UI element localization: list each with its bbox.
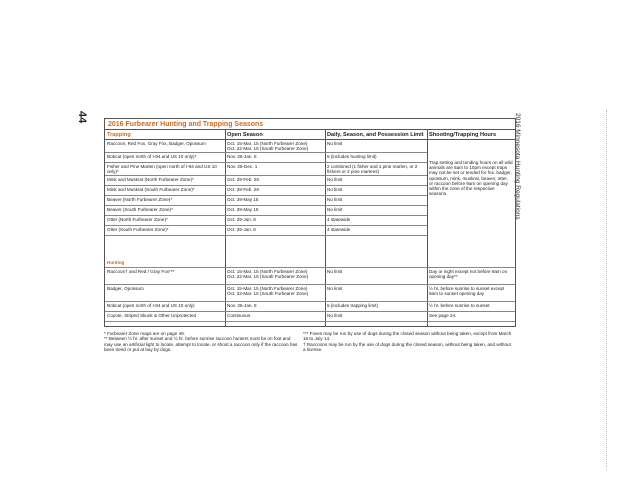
hunting-header: Hunting [105,258,515,268]
season-cell: Oct. 29-Jan. 8 [225,216,325,226]
season-cell: Oct. 15-Mar. 15 (North Furbearer Zone) Oct. 22-Mar. 15 (South Furbearer Zone) [225,268,325,285]
season-cell: Continuous [225,312,325,322]
footnote: *** Foxes may be run by use of dogs during the closed season without being taken, except from March 16 to July 14. [303,331,512,342]
species-cell: Beaver (South Furbearer Zone)* [105,206,225,216]
season-cell: Oct. 15-Mar. 15 (North Furbearer Zone) Oct. 22-Mar. 15 (South Furbearer Zone) [225,285,325,302]
species-cell: Mink and Muskrat (North Furbearer Zone)* [105,176,225,186]
furbearer-seasons-table [104,118,516,327]
limit-header: Daily, Season, and Possession Limit [325,130,427,140]
table-title: 2016 Furbearer Hunting and Trapping Seasons [105,119,515,130]
season-cell: Oct. 29-Feb. 28 [225,186,325,196]
limit-cell: 4 statewide [325,216,427,226]
footnote: † Raccoons may be run by the use of dogs during the closed season, without being taken, and without a license. [303,341,511,352]
limit-cell: 4 statewide [325,226,427,236]
limit-cell: No limit [325,140,427,153]
hours-cell: Day or night except not before 9am on opening day** [427,268,515,285]
hours-cell: ½ hr. before sunrise to sunset except 9am to sunset opening day [427,285,515,302]
season-cell: Oct. 29-May 15 [225,206,325,216]
page-edge-dots [606,110,609,470]
limit-cell: No limit [325,285,427,302]
species-cell: Badger, Opossum [105,285,225,302]
species-cell: Otter (South Furbearer Zone)* [105,226,225,236]
species-cell: Fisher and Pine Marten (open north of I-94 and US 10 only)* [105,163,225,176]
season-cell: Oct. 29-Jan. 8 [225,226,325,236]
limit-cell: 5 (includes hunting limit) [325,153,427,163]
limit-cell: No limit [325,196,427,206]
footnote: * Furbearer Zone maps are on page 49. [104,331,185,336]
hours-header: Shooting/Trapping Hours [427,130,515,140]
limit-cell: No limit [325,176,427,186]
species-cell: Beaver (North Furbearer Zone)* [105,196,225,206]
species-cell: Coyote, Striped Skunk & Other Unprotected [105,312,225,322]
season-cell: Oct. 29-Feb. 28 [225,176,325,186]
species-cell: Otter (North Furbearer Zone)* [105,216,225,226]
limit-cell: 5 (includes trapping limit) [325,302,427,312]
limit-cell: No limit [325,312,427,322]
species-cell: Raccoon, Red Fox, Gray Fox, Badger, Opossum [105,140,225,153]
footnote: ** Between ½ hr. after sunset and ½ hr. before sunrise raccoon hunters must be on foot and may use an artificial light to locate, attempt to locate, or shoot a raccoon only if the raccoon has been treed or put at bay by dogs. [104,336,298,352]
trapping-header: Trapping [105,130,225,140]
limit-cell: No limit [325,268,427,285]
limit-cell: No limit [325,206,427,216]
season-cell: Nov. 26-Dec. 1 [225,163,325,176]
side-running-header: 2016 Minnesota Hunting Regulations [514,113,521,220]
species-cell: Mink and Muskrat (South Furbearer Zone)* [105,186,225,196]
species-cell: Bobcat (open north of I-94 and US 10 only)* [105,153,225,163]
season-cell: Oct. 29-May 15 [225,196,325,206]
species-cell: Raccoon† and Red / Gray Fox*** [105,268,225,285]
season-cell: Nov. 26-Jan. 8 [225,153,325,163]
limit-cell: No limit [325,186,427,196]
season-cell: Oct. 15-Mar. 15 (North Furbearer Zone) Oct. 22-Mar. 15 (South Furbearer Zone) [225,140,325,153]
limit-cell: 2 combined (1 fisher and 1 pine marten, or 2 fishers or 2 pine martens) [325,163,427,176]
page-number: 44 [76,111,88,124]
open-season-header: Open Season [225,130,325,140]
footnotes-right [303,331,513,352]
species-cell: Bobcat (open north of I-94 and US 10 only) [105,302,225,312]
hours-cell: ½ hr. before sunrise to sunset [427,302,515,312]
footnotes-left [104,331,300,352]
hours-cell: See page 24. [427,312,515,322]
season-cell: Nov. 26-Jan. 8 [225,302,325,312]
trapping-hours-text: Trap setting and tending hours on all wild animals are 5am to 10pm except traps may not be set or tended for fox, badger, opossum, mink, muskrat, beaver, otter, or raccoon before 9am on opening day within the zone of the respective seasons. [427,150,515,268]
